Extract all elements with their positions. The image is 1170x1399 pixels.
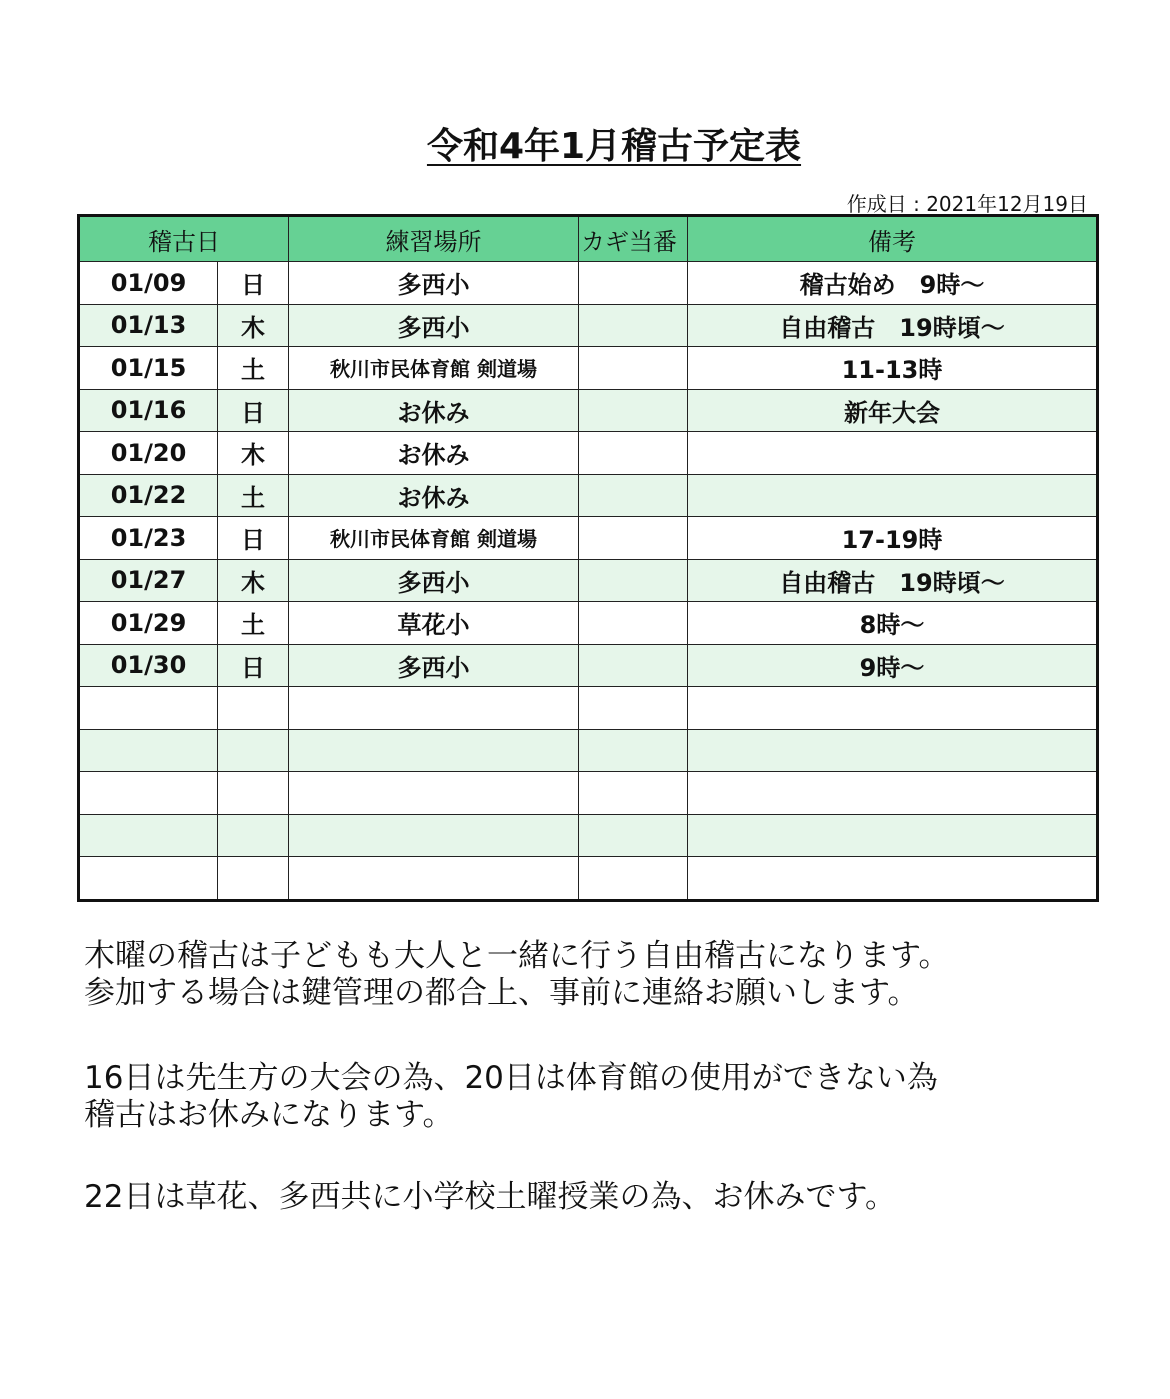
cell-key: [579, 517, 688, 560]
created-date: 作成日 : 2021年12月19日: [846, 192, 1088, 216]
spacer: [84, 1134, 950, 1179]
table-row: [79, 347, 1098, 390]
cell-key: [579, 857, 688, 901]
header-place: 練習場所: [289, 216, 579, 262]
cell-date: 01/30: [79, 644, 218, 687]
cell-note: [688, 814, 1098, 857]
table-row: [79, 389, 1098, 432]
header-key: カギ当番: [579, 216, 688, 262]
cell-place: [289, 772, 579, 815]
table-row: [79, 262, 1098, 305]
cell-key: [579, 389, 688, 432]
cell-place: [289, 729, 579, 772]
note-line: 稽古はお休みになります。: [84, 1097, 454, 1133]
cell-place: お休み: [289, 389, 579, 432]
header-row: [79, 216, 1098, 262]
note-line: 木曜の稽古は子どもも大人と一緒に行う自由稽古になります。: [84, 938, 950, 974]
page-title: 令和4年1月稽古予定表: [426, 126, 802, 167]
cell-note: 9時～: [688, 644, 1098, 687]
cell-day: 土: [218, 347, 289, 390]
cell-note: 新年大会: [688, 389, 1098, 432]
table-row: [79, 432, 1098, 475]
table-row: [79, 814, 1098, 857]
cell-place: 秋川市民体育館 剣道場: [289, 347, 579, 390]
cell-day: [218, 814, 289, 857]
cell-day: 木: [218, 432, 289, 475]
cell-key: [579, 304, 688, 347]
cell-place: お休み: [289, 474, 579, 517]
cell-date: [79, 729, 218, 772]
cell-day: 日: [218, 644, 289, 687]
cell-place: [289, 687, 579, 730]
notes-section: [84, 938, 950, 1216]
cell-day: [218, 729, 289, 772]
cell-note: 17-19時: [688, 517, 1098, 560]
table-row: [79, 304, 1098, 347]
cell-day: 木: [218, 559, 289, 602]
cell-day: 土: [218, 474, 289, 517]
note-line: 22日は草花、多西共に小学校土曜授業の為、お休みです。: [84, 1179, 896, 1215]
cell-note: [688, 432, 1098, 475]
cell-place: 多西小: [289, 262, 579, 305]
cell-note: [688, 474, 1098, 517]
cell-key: [579, 772, 688, 815]
cell-key: [579, 262, 688, 305]
table-row: [79, 559, 1098, 602]
cell-day: [218, 772, 289, 815]
table-row: [79, 687, 1098, 730]
cell-key: [579, 432, 688, 475]
cell-day: 日: [218, 389, 289, 432]
cell-date: 01/29: [79, 602, 218, 645]
cell-place: 多西小: [289, 304, 579, 347]
cell-date: 01/22: [79, 474, 218, 517]
table-row: [79, 644, 1098, 687]
cell-note: 稽古始め 9時～: [688, 262, 1098, 305]
note-line: 参加する場合は鍵管理の都合上、事前に連絡お願いします。: [84, 975, 919, 1011]
cell-note: 自由稽古 19時頃～: [688, 304, 1098, 347]
cell-day: 日: [218, 517, 289, 560]
cell-date: 01/23: [79, 517, 218, 560]
cell-day: 土: [218, 602, 289, 645]
cell-note: [688, 772, 1098, 815]
cell-date: 01/20: [79, 432, 218, 475]
cell-key: [579, 347, 688, 390]
table-row: [79, 772, 1098, 815]
cell-place: 草花小: [289, 602, 579, 645]
cell-note: [688, 729, 1098, 772]
cell-day: [218, 857, 289, 901]
cell-date: 01/13: [79, 304, 218, 347]
cell-date: [79, 687, 218, 730]
cell-date: 01/27: [79, 559, 218, 602]
table-row: [79, 729, 1098, 772]
cell-place: 多西小: [289, 644, 579, 687]
header-note: 備考: [688, 216, 1098, 262]
cell-note: 自由稽古 19時頃～: [688, 559, 1098, 602]
cell-note: [688, 857, 1098, 901]
cell-key: [579, 814, 688, 857]
table-row: [79, 602, 1098, 645]
table-body: [79, 262, 1098, 901]
header-date: 稽古日: [79, 216, 289, 262]
table-row: [79, 517, 1098, 560]
cell-place: 秋川市民体育館 剣道場: [289, 517, 579, 560]
table-header: [79, 216, 1098, 262]
cell-key: [579, 729, 688, 772]
cell-key: [579, 602, 688, 645]
spacer: [84, 1012, 950, 1060]
cell-place: 多西小: [289, 559, 579, 602]
table-row: [79, 857, 1098, 901]
cell-date: [79, 857, 218, 901]
cell-key: [579, 474, 688, 517]
cell-date: [79, 772, 218, 815]
cell-day: [218, 687, 289, 730]
cell-date: 01/09: [79, 262, 218, 305]
cell-place: お休み: [289, 432, 579, 475]
cell-date: 01/15: [79, 347, 218, 390]
cell-key: [579, 687, 688, 730]
cell-note: 11-13時: [688, 347, 1098, 390]
cell-day: 木: [218, 304, 289, 347]
table-row: [79, 474, 1098, 517]
cell-date: [79, 814, 218, 857]
cell-note: 8時～: [688, 602, 1098, 645]
note-line: 16日は先生方の大会の為、20日は体育館の使用ができない為: [84, 1060, 938, 1096]
cell-key: [579, 644, 688, 687]
schedule-table: [77, 214, 1099, 902]
cell-place: [289, 814, 579, 857]
cell-place: [289, 857, 579, 901]
cell-date: 01/16: [79, 389, 218, 432]
cell-note: [688, 687, 1098, 730]
cell-day: 日: [218, 262, 289, 305]
cell-key: [579, 559, 688, 602]
